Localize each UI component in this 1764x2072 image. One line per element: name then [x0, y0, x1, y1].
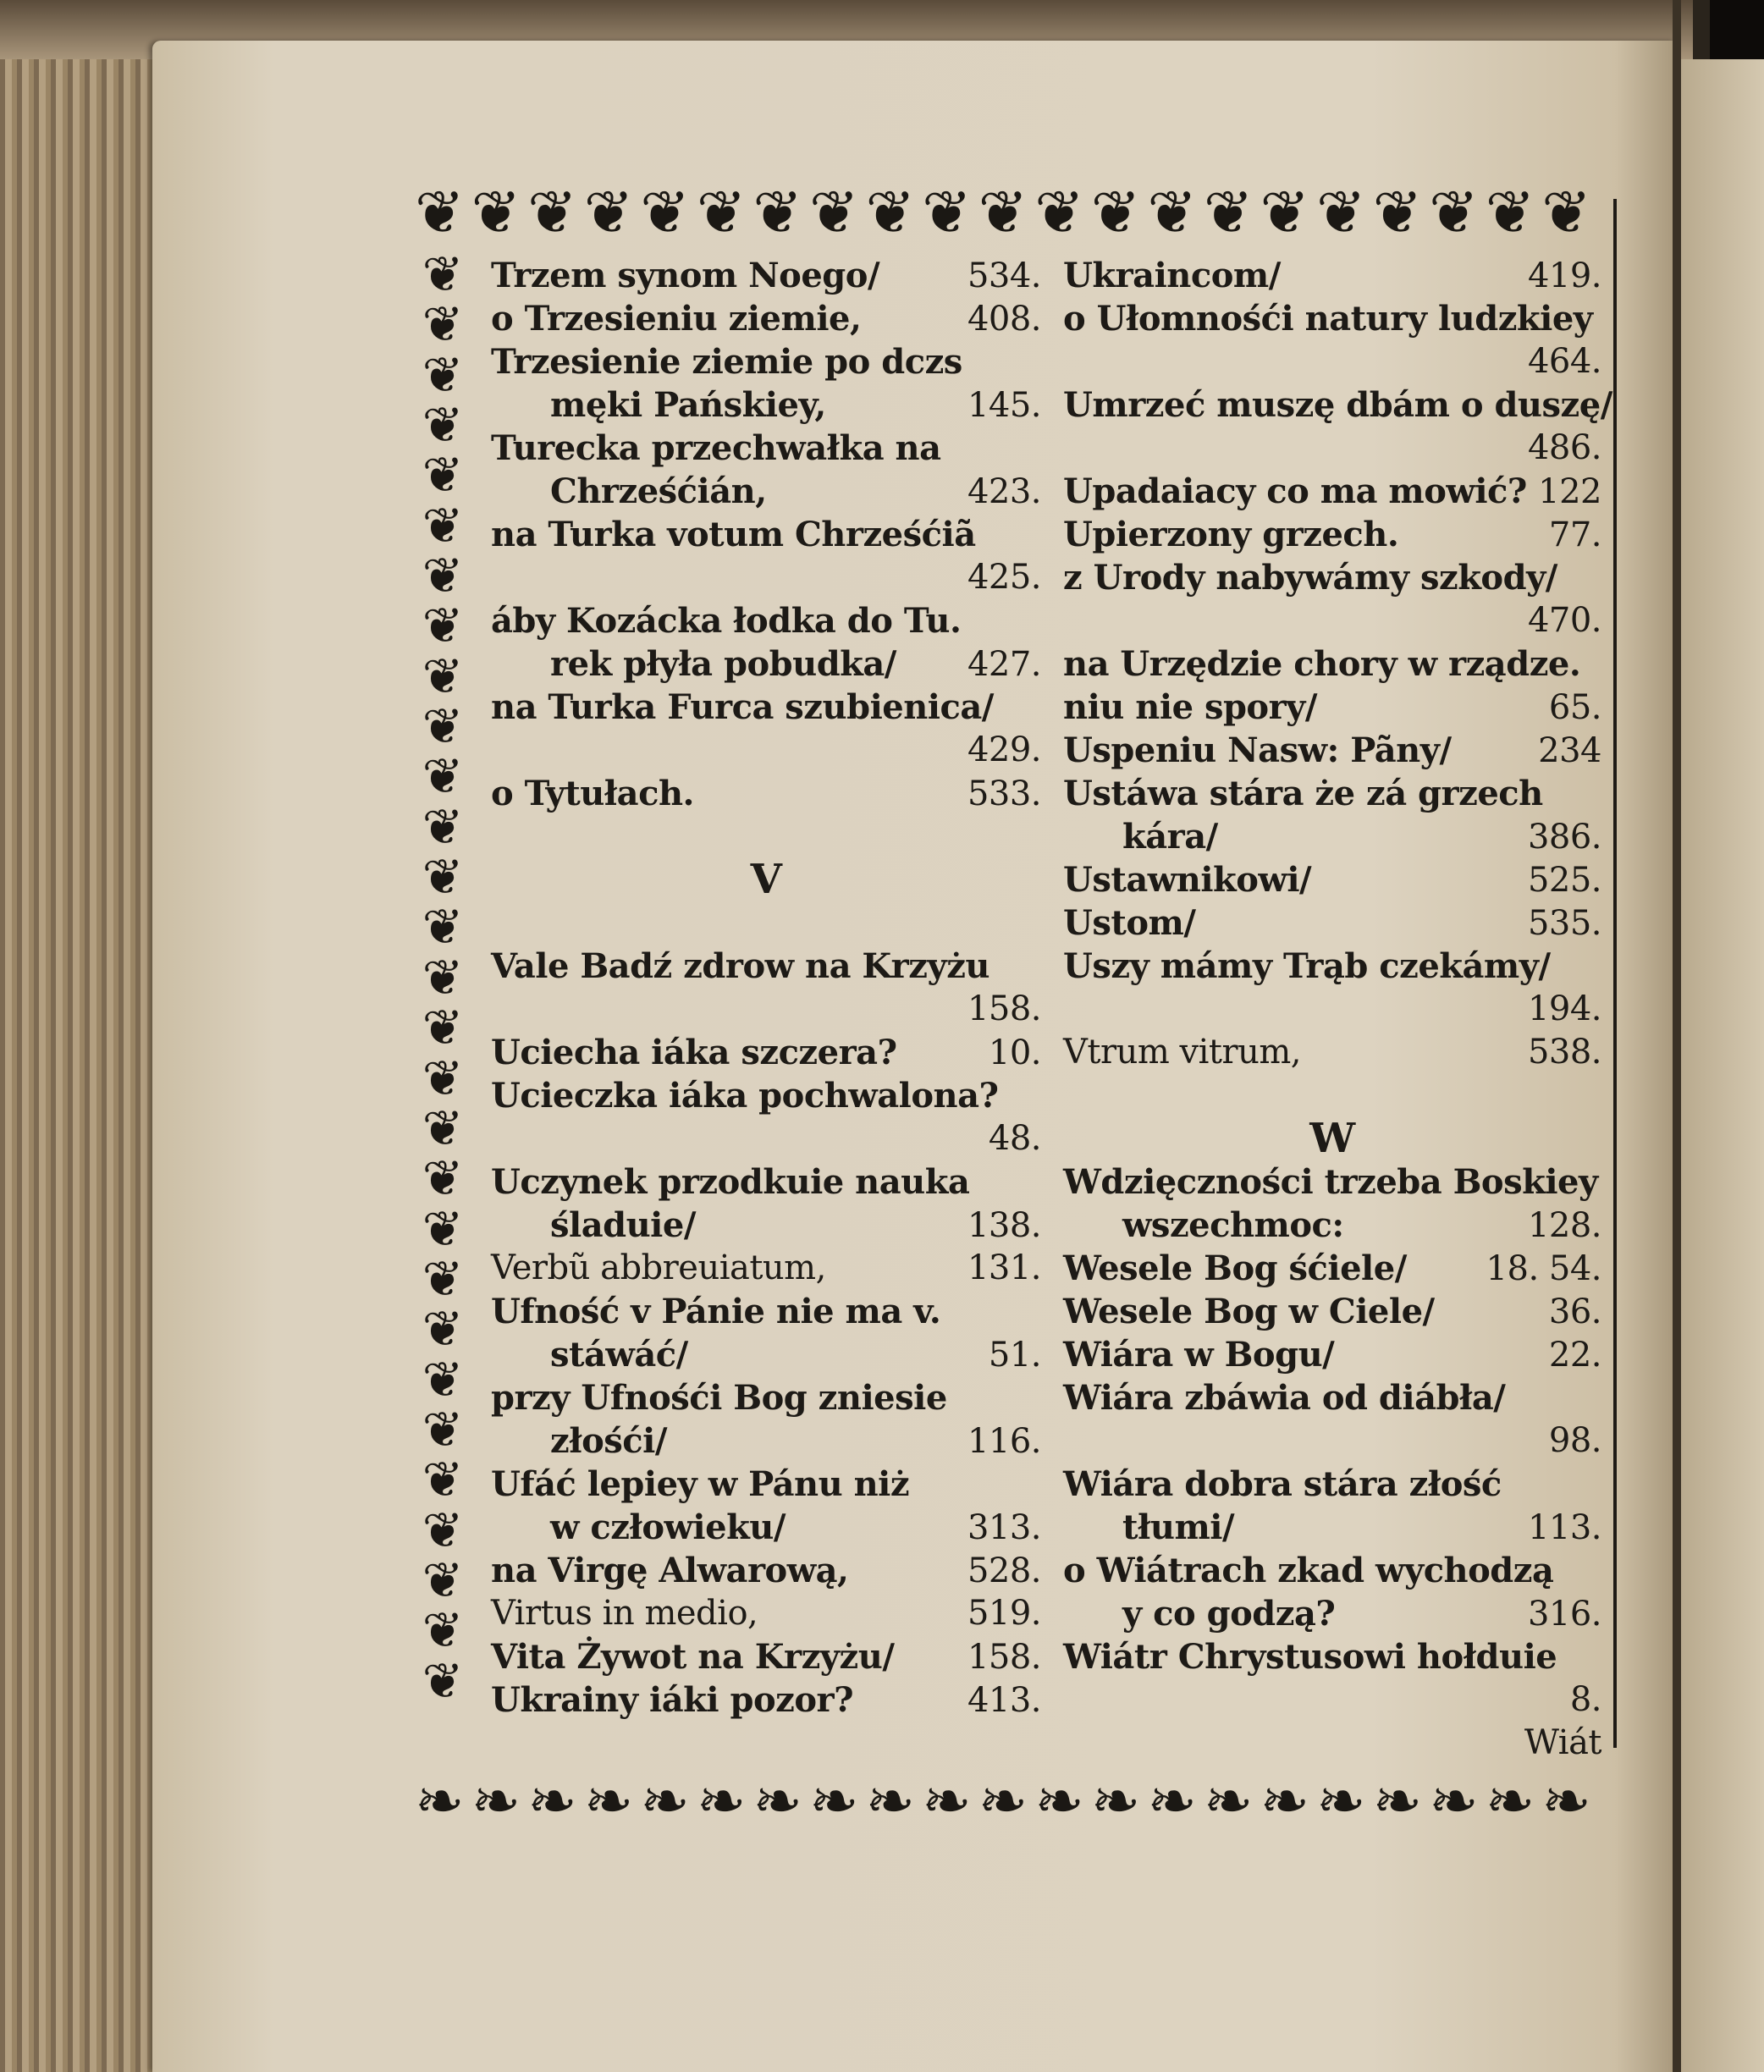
fleuron-ornament-icon: [584, 183, 634, 242]
entry-text: Chrześćián,: [550, 471, 767, 511]
index-entry: [1063, 254, 1601, 297]
fleuron-ornament-icon: [422, 1455, 464, 1504]
entry-text: Vtrum vitrum,: [1063, 1033, 1301, 1072]
entry-text: Uczynek przodkuie nauka: [491, 1162, 970, 1202]
page-number: 8.: [1569, 1680, 1601, 1719]
entry-text: tłumi/: [1122, 1507, 1235, 1547]
index-entry: [1063, 470, 1601, 513]
index-entry: [491, 1678, 1041, 1722]
fleuron-ornament-icon: [1204, 183, 1254, 242]
entry-text: na Turka votum Chrześćiã: [491, 515, 976, 554]
page-number: 77.: [1548, 515, 1601, 554]
fleuron-ornament-icon: [752, 183, 802, 242]
fleuron-ornament-icon: [1541, 1772, 1591, 1831]
index-entry: [491, 901, 1041, 945]
entry-text: o Wiátrach zkad wychodzą: [1063, 1551, 1554, 1590]
entry-text: Wiára w Bogu/: [1063, 1335, 1335, 1375]
fleuron-ornament-icon: [809, 183, 859, 242]
index-entry: [1063, 1722, 1601, 1765]
index-entry: [491, 1290, 1041, 1333]
page-number: 10.: [988, 1033, 1041, 1072]
fleuron-ornament-icon: [1429, 1772, 1479, 1831]
dark-corner: [1710, 0, 1764, 59]
page-number: 423.: [967, 472, 1041, 511]
index-entry: [491, 470, 1041, 513]
index-entry: [491, 1074, 1041, 1117]
fleuron-ornament-icon: [422, 1355, 464, 1404]
page-number: 538.: [1527, 1033, 1601, 1072]
index-entry: [491, 383, 1041, 427]
fleuron-ornament-icon: [422, 350, 464, 400]
fleuron-ornament-icon: [422, 551, 464, 600]
fleuron-ornament-icon: [422, 501, 464, 550]
entry-text: Ustáwa stára że zá grzech: [1063, 774, 1543, 813]
right-column-rule: [1613, 199, 1617, 1748]
fleuron-ornament-icon: [422, 852, 464, 901]
fleuron-ornament-icon: [422, 1606, 464, 1655]
index-entry: [1063, 686, 1601, 729]
index-entry: [491, 988, 1041, 1031]
index-entry: [1063, 1592, 1601, 1635]
index-entry: [491, 1204, 1041, 1247]
entry-text: Trzesienie ziemie po dczs: [491, 342, 962, 382]
entry-text: o Trzesieniu ziemie,: [491, 299, 862, 339]
index-entry: [491, 729, 1041, 772]
fleuron-ornament-icon: [1091, 1772, 1141, 1831]
page-number: 122: [1538, 472, 1601, 511]
fleuron-ornament-icon: [422, 1054, 464, 1103]
page-number: 128.: [1527, 1206, 1601, 1245]
page-number: 528.: [967, 1551, 1041, 1590]
entry-text: śladuie/: [550, 1205, 696, 1245]
page-number: 464.: [1527, 342, 1601, 381]
page-number: 158.: [967, 989, 1041, 1028]
fleuron-ornament-icon: [978, 183, 1028, 242]
index-entry: [491, 1463, 1041, 1506]
page-number: 519.: [967, 1594, 1041, 1633]
index-entry: [491, 772, 1041, 815]
fleuron-ornament-icon: [415, 183, 465, 242]
fleuron-ornament-icon: [422, 1656, 464, 1706]
index-entry: [1063, 901, 1601, 945]
page-number: 427.: [967, 645, 1041, 684]
index-entry: [491, 1376, 1041, 1419]
page-number: 425.: [967, 558, 1041, 597]
bottom-ornament-border: [415, 1759, 1591, 1843]
index-entry: [1063, 772, 1601, 815]
fleuron-ornament-icon: [422, 1003, 464, 1052]
entry-text: wszechmoc:: [1122, 1205, 1344, 1245]
index-entry: [1063, 1290, 1601, 1333]
fleuron-ornament-icon: [415, 1772, 465, 1831]
entry-text: Wiára zbáwia od diábła/: [1063, 1378, 1506, 1418]
section-letter-heading: [491, 858, 1041, 901]
page-number: 525.: [1527, 861, 1601, 900]
page-number: 486.: [1527, 428, 1601, 467]
page-number: 36.: [1548, 1292, 1601, 1331]
entry-text: Wiátr Chrystusowi hołduie: [1063, 1637, 1557, 1677]
fleuron-ornament-icon: [1260, 183, 1309, 242]
entry-text: stáwáć/: [550, 1335, 688, 1375]
section-letter: W: [1309, 1115, 1355, 1162]
fleuron-ornament-icon: [422, 802, 464, 851]
fleuron-ornament-icon: [640, 1772, 690, 1831]
entry-text: y co godzą?: [1122, 1594, 1336, 1634]
index-entry: [1063, 556, 1601, 599]
book-page-edges: [0, 0, 169, 2072]
fleuron-ornament-icon: [422, 1204, 464, 1254]
entry-text: Ufność v Pánie nie ma v.: [491, 1292, 941, 1331]
entry-text: Wiára dobra stára złość: [1063, 1464, 1502, 1504]
left-ornament-border: [413, 250, 472, 1706]
page-number: 131.: [967, 1248, 1041, 1287]
fleuron-ornament-icon: [527, 183, 577, 242]
index-entry: [1063, 1204, 1601, 1247]
index-entry: [1063, 1333, 1601, 1376]
fleuron-ornament-icon: [922, 1772, 972, 1831]
page-number: 533.: [967, 774, 1041, 813]
entry-text: Ufáć lepiey w Pánu niż: [491, 1464, 910, 1504]
page-number: 22.: [1548, 1336, 1601, 1375]
entry-text: o Ułomnośći natury ludzkiey: [1063, 299, 1593, 339]
index-entry: [1063, 858, 1601, 901]
page-number: 408.: [967, 300, 1041, 339]
fleuron-ornament-icon: [422, 601, 464, 650]
index-entry: [1063, 599, 1601, 642]
index-entry: [491, 427, 1041, 470]
entry-text: Wesele Bog w Ciele/: [1063, 1292, 1435, 1331]
index-entry: [1063, 1160, 1601, 1204]
page-number: 234: [1538, 731, 1601, 770]
page-number: 313.: [967, 1508, 1041, 1547]
fleuron-ornament-icon: [866, 1772, 916, 1831]
fleuron-ornament-icon: [471, 183, 521, 242]
fleuron-ornament-icon: [1260, 1772, 1309, 1831]
index-entry: [1063, 383, 1612, 427]
fleuron-ornament-icon: [1429, 183, 1479, 242]
index-entry: [1063, 945, 1601, 988]
page-number: 316.: [1527, 1595, 1601, 1634]
index-entry: [1063, 729, 1601, 772]
index-entry: [491, 1117, 1041, 1160]
entry-text: przy Ufnośći Bog zniesie: [491, 1378, 947, 1418]
fleuron-ornament-icon: [697, 183, 747, 242]
fleuron-ornament-icon: [422, 1304, 464, 1353]
page-number: 51.: [988, 1336, 1041, 1375]
entry-text: rek płyła pobudka/: [550, 644, 896, 684]
fleuron-ornament-icon: [422, 902, 464, 951]
index-entry: [491, 599, 1041, 642]
fleuron-ornament-icon: [422, 1405, 464, 1454]
fleuron-ornament-icon: [422, 652, 464, 701]
index-entry: [491, 815, 1041, 858]
page-number: 413.: [967, 1681, 1041, 1720]
index-entry: [1063, 642, 1601, 686]
fleuron-ornament-icon: [640, 183, 690, 242]
index-entry: [1063, 1031, 1601, 1074]
index-entry: [1063, 513, 1601, 556]
fleuron-ornament-icon: [1034, 1772, 1084, 1831]
fleuron-ornament-icon: [527, 1772, 577, 1831]
page-number: 419.: [1527, 256, 1601, 295]
index-entry: [491, 556, 1041, 599]
entry-text: Uspeniu Nasw: Pãny/: [1063, 730, 1452, 770]
entry-text: Turecka przechwałka na: [491, 428, 941, 468]
entry-text: Wdzięczności trzeba Boskiey: [1063, 1162, 1598, 1202]
index-entry: [491, 1031, 1041, 1074]
fleuron-ornament-icon: [697, 1772, 747, 1831]
entry-text: áby Kozácka łodka do Tu.: [491, 601, 962, 641]
index-entry: [1063, 1376, 1601, 1419]
index-entry: [491, 254, 1041, 297]
page-number: 18. 54.: [1486, 1249, 1601, 1288]
fleuron-ornament-icon: [422, 702, 464, 751]
index-entry: [1063, 297, 1601, 340]
entry-text: Upierzony grzech.: [1063, 515, 1399, 554]
entry-text: Wesele Bog śćiele/: [1063, 1248, 1407, 1288]
fleuron-ornament-icon: [422, 953, 464, 1002]
fleuron-ornament-icon: [422, 1254, 464, 1303]
entry-text: Uciecha iáka szczera?: [491, 1033, 897, 1072]
page-number: 194.: [1527, 989, 1601, 1028]
page-number: 113.: [1527, 1508, 1601, 1547]
entry-text: kára/: [1122, 817, 1218, 857]
page-number: 470.: [1527, 601, 1601, 640]
entry-text: męki Pańskiey,: [550, 385, 826, 425]
fleuron-ornament-icon: [422, 1154, 464, 1203]
fleuron-ornament-icon: [866, 183, 916, 242]
fleuron-ornament-icon: [752, 1772, 802, 1831]
fleuron-ornament-icon: [422, 1556, 464, 1605]
entry-text: w człowieku/: [550, 1507, 786, 1547]
entry-text: Vale Badź zdrow na Krzyżu: [491, 946, 990, 986]
fleuron-ornament-icon: [422, 450, 464, 499]
fleuron-ornament-icon: [422, 752, 464, 801]
page-number: 534.: [967, 256, 1041, 295]
index-entry: [491, 945, 1041, 988]
page-number: 65.: [1548, 688, 1601, 727]
index-entry: [491, 1419, 1041, 1463]
fleuron-ornament-icon: [1373, 183, 1423, 242]
entry-text: Uszy mámy Trąb czekámy/: [1063, 946, 1551, 986]
index-entry: [1063, 1463, 1601, 1506]
index-entry: [491, 1549, 1041, 1592]
index-entry: [491, 297, 1041, 340]
entry-text: na Turka Furca szubienica/: [491, 687, 994, 727]
fleuron-ornament-icon: [1204, 1772, 1254, 1831]
book-gutter: [1673, 0, 1681, 2072]
entry-text: Verbũ abbreuiatum,: [491, 1248, 826, 1287]
fleuron-ornament-icon: [1373, 1772, 1423, 1831]
fleuron-ornament-icon: [422, 400, 464, 449]
index-entry: [1063, 1549, 1601, 1592]
entry-text: złośći/: [550, 1421, 667, 1461]
fleuron-ornament-icon: [978, 1772, 1028, 1831]
fleuron-ornament-icon: [1486, 183, 1535, 242]
page-number: 116.: [967, 1422, 1041, 1461]
index-entry: [491, 340, 1041, 383]
section-letter: V: [750, 856, 782, 903]
fleuron-ornament-icon: [584, 1772, 634, 1831]
entry-text: Ukraincom/: [1063, 256, 1281, 295]
section-letter-heading: [1063, 1117, 1601, 1160]
page-number: 98.: [1548, 1421, 1601, 1460]
page-number: 386.: [1527, 818, 1601, 857]
index-entry: [1063, 1247, 1601, 1290]
entry-text: Ustawnikowi/: [1063, 860, 1312, 900]
fleuron-ornament-icon: [922, 183, 972, 242]
index-entry: [491, 1506, 1041, 1549]
page-number: 429.: [967, 730, 1041, 769]
index-entry: [491, 1247, 1041, 1290]
index-entry: [1063, 1635, 1601, 1678]
entry-text: Trzem synom Noego/: [491, 256, 880, 295]
index-entry: [491, 1592, 1041, 1635]
fleuron-ornament-icon: [1147, 1772, 1197, 1831]
fleuron-ornament-icon: [1486, 1772, 1535, 1831]
index-entry: [491, 1333, 1041, 1376]
entry-text: na Virgę Alwarową,: [491, 1551, 849, 1590]
entry-text: z Urody nabywámy szkody/: [1063, 558, 1557, 598]
entry-text: Upadaiacy co ma mowić?: [1063, 471, 1527, 511]
index-entry: [1063, 988, 1601, 1031]
entry-text: Ustom/: [1063, 903, 1196, 943]
entry-text: Ucieczka iáka pochwalona?: [491, 1076, 999, 1116]
fleuron-ornament-icon: [1541, 183, 1591, 242]
fleuron-ornament-icon: [809, 1772, 859, 1831]
page-number: 48.: [988, 1119, 1041, 1158]
index-entry: [1063, 1419, 1601, 1463]
entry-text: Ukrainy iáki pozor?: [491, 1680, 854, 1720]
index-entry: [491, 513, 1041, 556]
index-entry: [1063, 427, 1601, 470]
fleuron-ornament-icon: [1147, 183, 1197, 242]
index-entry: [1063, 1678, 1601, 1722]
index-entry: [1063, 1074, 1601, 1117]
fleuron-ornament-icon: [1316, 1772, 1366, 1831]
page-number: 158.: [967, 1638, 1041, 1677]
entry-text: Vita Żywot na Krzyżu/: [491, 1637, 895, 1677]
page-number: 535.: [1527, 904, 1601, 943]
fleuron-ornament-icon: [422, 1104, 464, 1153]
fleuron-ornament-icon: [1091, 183, 1141, 242]
fleuron-ornament-icon: [422, 1506, 464, 1555]
fleuron-ornament-icon: [1034, 183, 1084, 242]
entry-text: na Urzędzie chory w rządze.: [1063, 644, 1581, 684]
entry-text: Virtus in medio,: [491, 1594, 758, 1633]
page-number: Wiát: [1524, 1723, 1601, 1762]
index-entry: [491, 642, 1041, 686]
index-entry: [1063, 815, 1601, 858]
fleuron-ornament-icon: [422, 250, 464, 299]
fleuron-ornament-icon: [422, 300, 464, 349]
entry-text: o Tytułach.: [491, 774, 694, 813]
index-entry: [491, 1160, 1041, 1204]
fleuron-ornament-icon: [471, 1772, 521, 1831]
index-entry: [491, 686, 1041, 729]
entry-text: Umrzeć muszę dbám o duszę/: [1063, 385, 1612, 425]
index-entry: [1063, 340, 1601, 383]
page-number: 145.: [967, 386, 1041, 425]
fleuron-ornament-icon: [1316, 183, 1366, 242]
entry-text: niu nie spory/: [1063, 687, 1318, 727]
top-ornament-border: [415, 174, 1591, 251]
facing-page-edge: [1681, 59, 1764, 2072]
page-number: 138.: [967, 1206, 1041, 1245]
index-entry: [1063, 1506, 1601, 1549]
index-entry: [491, 1635, 1041, 1678]
